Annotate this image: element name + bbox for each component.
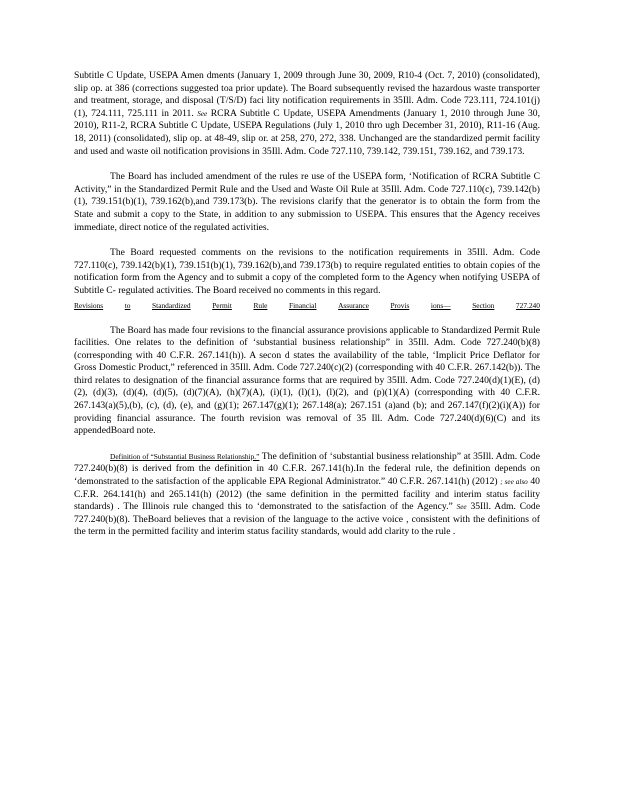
paragraph-1: Subtitle C Update, USEPA Amen dments (January 1, 2009 through June 30, 2009, R10-4 (Oct. 7, 2010) (consolidated), slip op. at 386 (corrections suggested toa prior update). The Board subsequently revised the hazardous waste transporter and treatment, storage, and disposal (T/S/D) faci lity notification requirements in 35Ill. Adm. Code 723.111, 724.101(j)(1), 724.111, 725.111 in 2011. See RCRA Subtitle C Update, USEPA Amendments (January 1, 2010 through June 30, 2010), R11-2, RCRA Subtitle C Update, USEPA Regulations (July 1, 2010 thro ugh December 31, 2010), R11-16 (Aug. 18, 2011) (consolidated), slip op. at 48-49, slip or. at 258, 270, 272, 338. Unchanged are the standardized permit facility and used and waste oil notification provisions in 35Ill. Adm. Code 727.110, 739.142, 739.151, 739.162, and 739.173.	[74, 70, 540, 157]
paragraph-5: Definition of “Substantial Business Relationship.” The definition of ‘substantial business relationship” at 35Ill. Adm. Code 727.240(b)(8) is derived from the definition in 40 C.F.R. 267.141(h).In the federal rule, the definition depends on ‘demonstrated to the satisfaction of the applicable EPA Regional Administrator.” 40 C.F.R. 267.141(h) (2012) ; see also 40 C.F.R. 264.141(h) and 265.141(h) (2012) (the same definition in the permitted facility and interim status facility standards) . The Illinois rule changed this to ‘demonstrated to the satisfaction of the Agency.” See 35Ill. Adm. Code 727.240(b)(8). TheBoard believes that a revision of the language to the active voice , consistent with the definitions of the term in the permitted facility and interim status facility standards, would add clarity to the rule .	[74, 450, 540, 538]
see-also-signal: ; see also	[500, 478, 528, 487]
paragraph-4: The Board has made four revisions to the financial assurance provisions applicable to Standardized Permit Rule facilities. One relates to the definition of ‘substantial business relationship” in 35Ill. Adm. Code 727.240(b)(8) (corresponding with 40 C.F.R. 267.141(h)). A secon d states the availability of the table, ‘Implicit Price Deflator for Gross Domestic Product,” referenced in 35Ill. Adm. Code 727.240(c)(2) (corresponding with 40 C.F.R. 267.142(b)). The third relates to designation of the financial assurance forms that are required by 35Ill. Adm. Code 727.240(d)(1)(E), (d)(2), (d)(3), (d)(4), (d)(5), (d)(7)(A), (h)(7)(A), (i)(1), (l)(1), (l)(2), and (p)(1)(A) (corresponding with 40 C.F.R. 267.143(a)(5),(b), (c), (d), (e), and (g)(1); 267.147(g)(1); 267.148(a); 267.151 (a)and (b); and 267.147(f)(2)(i)(A)) for providing financial assurance. The fourth revision was removal of 35 Ill. Adm. Code 727.240(d)(6)(C) and its appendedBoard note.	[74, 324, 540, 437]
section-heading: Revisions to Standardized Permit Rule Financial Assurance Provis ions— Section 727.240	[74, 300, 540, 310]
see-signal: See	[197, 109, 208, 118]
see-signal-2: See	[456, 503, 467, 512]
paragraph-2: The Board has included amendment of the rules re use of the USEPA form, ‘Notification of RCRA Subtitle C Activity,” in the Standardized Permit Rule and the Used and Waste Oil Rule at 35Ill. Adm. Code 727.110(c), 739.142(b)(1), 739.151(b)(1), 739.162(b),and 739.173(b). The revisions clarify that the generator is to obtain the form from the State and submit a copy to the State, in addition to any submission to USEPA. This ensures that the Agency receives immediate, direct notice of the regulated activities.	[74, 171, 540, 233]
subheading-definition: Definition of “Substantial Business Relationship.”	[110, 451, 260, 461]
paragraph-3: The Board requested comments on the revisions to the notification requirements in 35Ill. Adm. Code 727.110(c), 739.142(b)(1), 739.151(b)(1), 739.162(b),and 739.173(b) to require regulated entities to obtain copies of the notification form from the Agency and to submit a copy of the completed form to the Agency when notifying USEPA of Subtitle C- regulated activities. The Board received no comments in this regard.	[74, 247, 540, 296]
